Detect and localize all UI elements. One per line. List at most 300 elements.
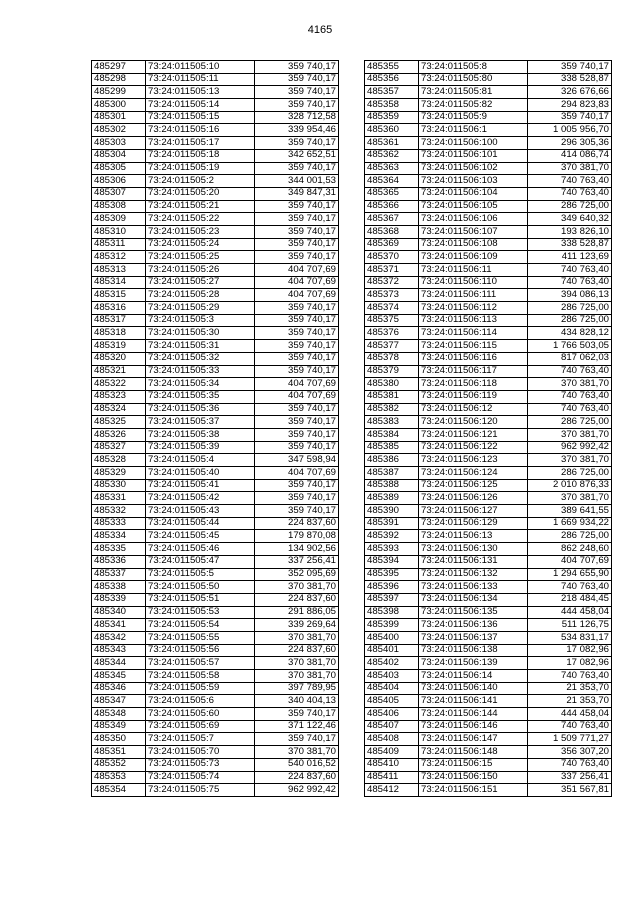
cadastral-value-cell: 337 256,41 (255, 555, 339, 568)
cadastral-value-cell: 370 381,70 (255, 670, 339, 683)
cadastral-number-cell: 73:24:011505:30 (146, 327, 255, 340)
cadastral-number-cell: 73:24:011505:22 (146, 213, 255, 226)
table-row (92, 657, 339, 670)
cadastral-number-cell: 73:24:011505:16 (146, 124, 255, 137)
cadastral-value-cell: 291 886,05 (255, 606, 339, 619)
cadastral-number-cell: 73:24:011505:37 (146, 416, 255, 429)
record-number-cell: 485363 (365, 162, 419, 175)
cadastral-number-cell: 73:24:011506:100 (419, 137, 528, 150)
cadastral-value-cell: 1 766 503,05 (528, 340, 612, 353)
table-row (365, 352, 612, 365)
cadastral-value-cell: 434 828,12 (528, 327, 612, 340)
cadastral-value-cell: 359 740,17 (255, 162, 339, 175)
table-row (365, 365, 612, 378)
cadastral-value-cell: 359 740,17 (255, 505, 339, 518)
cadastral-value-cell: 370 381,70 (528, 428, 612, 441)
record-number-cell: 485372 (365, 276, 419, 289)
cadastral-number-cell: 73:24:011505:17 (146, 137, 255, 150)
table-row (365, 543, 612, 556)
cadastral-number-cell: 73:24:011506:102 (419, 162, 528, 175)
cadastral-value-cell: 1 294 655,90 (528, 568, 612, 581)
cadastral-value-cell: 404 707,69 (255, 378, 339, 391)
cadastral-value-cell: 224 837,60 (255, 771, 339, 784)
cadastral-number-cell: 73:24:011506:140 (419, 682, 528, 695)
table-row (92, 555, 339, 568)
cadastral-value-cell: 371 122,46 (255, 720, 339, 733)
cadastral-number-cell: 73:24:011506:106 (419, 213, 528, 226)
cadastral-value-cell: 404 707,69 (528, 555, 612, 568)
table-row (92, 200, 339, 213)
register-table-right (364, 60, 612, 797)
cadastral-value-cell: 359 740,17 (255, 352, 339, 365)
record-number-cell: 485322 (92, 378, 146, 391)
table-row (92, 314, 339, 327)
record-number-cell: 485411 (365, 771, 419, 784)
record-number-cell: 485351 (92, 746, 146, 759)
record-number-cell: 485391 (365, 517, 419, 530)
table-row (365, 568, 612, 581)
register-table-right-body (365, 61, 612, 797)
cadastral-value-cell: 359 740,17 (255, 302, 339, 315)
table-row (92, 606, 339, 619)
table-row (92, 73, 339, 86)
table-row (365, 340, 612, 353)
cadastral-value-cell: 359 740,17 (255, 441, 339, 454)
table-row (365, 517, 612, 530)
table-row (365, 162, 612, 175)
record-number-cell: 485312 (92, 251, 146, 264)
table-row (92, 225, 339, 238)
record-number-cell: 485397 (365, 593, 419, 606)
table-row (365, 631, 612, 644)
cadastral-value-cell: 359 740,17 (255, 61, 339, 74)
table-row (365, 619, 612, 632)
cadastral-value-cell: 359 740,17 (255, 479, 339, 492)
cadastral-number-cell: 73:24:011506:139 (419, 657, 528, 670)
cadastral-number-cell: 73:24:011505:6 (146, 695, 255, 708)
cadastral-number-cell: 73:24:011505:47 (146, 555, 255, 568)
record-number-cell: 485349 (92, 720, 146, 733)
table-row (92, 403, 339, 416)
register-table-left (91, 60, 339, 797)
cadastral-value-cell: 511 126,75 (528, 619, 612, 632)
record-number-cell: 485314 (92, 276, 146, 289)
cadastral-value-cell: 740 763,40 (528, 581, 612, 594)
record-number-cell: 485348 (92, 708, 146, 721)
table-row (365, 327, 612, 340)
cadastral-number-cell: 73:24:011505:26 (146, 264, 255, 277)
table-row (92, 758, 339, 771)
record-number-cell: 485339 (92, 593, 146, 606)
cadastral-number-cell: 73:24:011506:125 (419, 479, 528, 492)
cadastral-value-cell: 359 740,17 (255, 238, 339, 251)
cadastral-value-cell: 17 082,96 (528, 644, 612, 657)
record-number-cell: 485380 (365, 378, 419, 391)
record-number-cell: 485382 (365, 403, 419, 416)
cadastral-value-cell: 286 725,00 (528, 416, 612, 429)
cadastral-value-cell: 218 484,45 (528, 593, 612, 606)
record-number-cell: 485360 (365, 124, 419, 137)
cadastral-number-cell: 73:24:011505:40 (146, 467, 255, 480)
cadastral-number-cell: 73:24:011506:127 (419, 505, 528, 518)
record-number-cell: 485305 (92, 162, 146, 175)
record-number-cell: 485326 (92, 428, 146, 441)
cadastral-value-cell: 740 763,40 (528, 670, 612, 683)
table-row (92, 505, 339, 518)
table-row (92, 162, 339, 175)
table-row (365, 682, 612, 695)
cadastral-value-cell: 394 086,13 (528, 289, 612, 302)
table-row (365, 251, 612, 264)
cadastral-value-cell: 224 837,60 (255, 517, 339, 530)
table-row (365, 124, 612, 137)
cadastral-value-cell: 740 763,40 (528, 264, 612, 277)
table-row (92, 340, 339, 353)
cadastral-number-cell: 73:24:011506:121 (419, 428, 528, 441)
table-row (365, 771, 612, 784)
cadastral-value-cell: 347 598,94 (255, 454, 339, 467)
cadastral-number-cell: 73:24:011506:135 (419, 606, 528, 619)
cadastral-value-cell: 404 707,69 (255, 264, 339, 277)
table-row (365, 73, 612, 86)
record-number-cell: 485329 (92, 467, 146, 480)
table-row (365, 314, 612, 327)
cadastral-value-cell: 356 307,20 (528, 746, 612, 759)
table-row (92, 467, 339, 480)
table-row (92, 682, 339, 695)
record-number-cell: 485302 (92, 124, 146, 137)
record-number-cell: 485309 (92, 213, 146, 226)
cadastral-value-cell: 296 305,36 (528, 137, 612, 150)
cadastral-number-cell: 73:24:011505:2 (146, 175, 255, 188)
table-row (365, 238, 612, 251)
record-number-cell: 485331 (92, 492, 146, 505)
cadastral-value-cell: 286 725,00 (528, 200, 612, 213)
cadastral-value-cell: 286 725,00 (528, 467, 612, 480)
cadastral-value-cell: 224 837,60 (255, 593, 339, 606)
cadastral-value-cell: 540 016,52 (255, 758, 339, 771)
table-row (365, 670, 612, 683)
cadastral-number-cell: 73:24:011505:33 (146, 365, 255, 378)
record-number-cell: 485345 (92, 670, 146, 683)
record-number-cell: 485383 (365, 416, 419, 429)
cadastral-number-cell: 73:24:011505:20 (146, 187, 255, 200)
cadastral-value-cell: 411 123,69 (528, 251, 612, 264)
record-number-cell: 485342 (92, 631, 146, 644)
cadastral-value-cell: 340 404,13 (255, 695, 339, 708)
cadastral-number-cell: 73:24:011505:81 (419, 86, 528, 99)
record-number-cell: 485375 (365, 314, 419, 327)
cadastral-value-cell: 370 381,70 (528, 454, 612, 467)
table-row (365, 302, 612, 315)
cadastral-value-cell: 389 641,55 (528, 505, 612, 518)
cadastral-value-cell: 2 010 876,33 (528, 479, 612, 492)
table-row (92, 352, 339, 365)
cadastral-number-cell: 73:24:011505:34 (146, 378, 255, 391)
cadastral-number-cell: 73:24:011506:112 (419, 302, 528, 315)
cadastral-number-cell: 73:24:011506:105 (419, 200, 528, 213)
cadastral-number-cell: 73:24:011505:46 (146, 543, 255, 556)
table-row (365, 467, 612, 480)
cadastral-number-cell: 73:24:011505:57 (146, 657, 255, 670)
cadastral-value-cell: 179 870,08 (255, 530, 339, 543)
table-row (365, 175, 612, 188)
register-table-left-body (92, 61, 339, 797)
cadastral-number-cell: 73:24:011506:101 (419, 149, 528, 162)
table-row (365, 61, 612, 74)
record-number-cell: 485319 (92, 340, 146, 353)
table-row (92, 61, 339, 74)
cadastral-number-cell: 73:24:011506:123 (419, 454, 528, 467)
record-number-cell: 485371 (365, 264, 419, 277)
record-number-cell: 485362 (365, 149, 419, 162)
table-row (92, 365, 339, 378)
record-number-cell: 485336 (92, 555, 146, 568)
table-row (365, 784, 612, 797)
cadastral-value-cell: 352 095,69 (255, 568, 339, 581)
cadastral-value-cell: 338 528,87 (528, 73, 612, 86)
cadastral-value-cell: 286 725,00 (528, 530, 612, 543)
record-number-cell: 485370 (365, 251, 419, 264)
table-row (365, 733, 612, 746)
table-row (365, 746, 612, 759)
cadastral-number-cell: 73:24:011506:147 (419, 733, 528, 746)
record-number-cell: 485395 (365, 568, 419, 581)
table-row (365, 187, 612, 200)
cadastral-number-cell: 73:24:011505:45 (146, 530, 255, 543)
record-number-cell: 485385 (365, 441, 419, 454)
cadastral-value-cell: 370 381,70 (255, 746, 339, 759)
cadastral-number-cell: 73:24:011505:41 (146, 479, 255, 492)
cadastral-number-cell: 73:24:011505:25 (146, 251, 255, 264)
cadastral-value-cell: 359 740,17 (255, 225, 339, 238)
cadastral-number-cell: 73:24:011506:117 (419, 365, 528, 378)
record-number-cell: 485400 (365, 631, 419, 644)
cadastral-value-cell: 370 381,70 (528, 492, 612, 505)
table-row (365, 492, 612, 505)
record-number-cell: 485373 (365, 289, 419, 302)
table-row (92, 593, 339, 606)
cadastral-number-cell: 73:24:011506:130 (419, 543, 528, 556)
record-number-cell: 485343 (92, 644, 146, 657)
record-number-cell: 485399 (365, 619, 419, 632)
table-row (92, 302, 339, 315)
cadastral-number-cell: 73:24:011505:29 (146, 302, 255, 315)
table-row (92, 619, 339, 632)
table-row (365, 708, 612, 721)
cadastral-number-cell: 73:24:011505:69 (146, 720, 255, 733)
cadastral-value-cell: 862 248,60 (528, 543, 612, 556)
record-number-cell: 485308 (92, 200, 146, 213)
cadastral-value-cell: 359 740,17 (255, 416, 339, 429)
cadastral-number-cell: 73:24:011505:27 (146, 276, 255, 289)
record-number-cell: 485307 (92, 187, 146, 200)
cadastral-number-cell: 73:24:011505:32 (146, 352, 255, 365)
cadastral-number-cell: 73:24:011506:126 (419, 492, 528, 505)
table-row (92, 416, 339, 429)
cadastral-number-cell: 73:24:011506:108 (419, 238, 528, 251)
record-number-cell: 485354 (92, 784, 146, 797)
cadastral-value-cell: 370 381,70 (255, 631, 339, 644)
cadastral-value-cell: 349 847,31 (255, 187, 339, 200)
cadastral-number-cell: 73:24:011505:60 (146, 708, 255, 721)
table-row (365, 264, 612, 277)
table-row (92, 530, 339, 543)
cadastral-number-cell: 73:24:011505:42 (146, 492, 255, 505)
table-row (365, 428, 612, 441)
table-row (365, 403, 612, 416)
record-number-cell: 485390 (365, 505, 419, 518)
cadastral-number-cell: 73:24:011505:5 (146, 568, 255, 581)
cadastral-number-cell: 73:24:011505:24 (146, 238, 255, 251)
record-number-cell: 485303 (92, 137, 146, 150)
cadastral-value-cell: 817 062,03 (528, 352, 612, 365)
table-row (92, 251, 339, 264)
record-number-cell: 485352 (92, 758, 146, 771)
cadastral-value-cell: 740 763,40 (528, 187, 612, 200)
record-number-cell: 485306 (92, 175, 146, 188)
table-row (365, 99, 612, 112)
record-number-cell: 485344 (92, 657, 146, 670)
record-number-cell: 485365 (365, 187, 419, 200)
record-number-cell: 485313 (92, 264, 146, 277)
record-number-cell: 485361 (365, 137, 419, 150)
cadastral-value-cell: 1 509 771,27 (528, 733, 612, 746)
record-number-cell: 485386 (365, 454, 419, 467)
record-number-cell: 485356 (365, 73, 419, 86)
cadastral-number-cell: 73:24:011506:148 (419, 746, 528, 759)
cadastral-number-cell: 73:24:011505:35 (146, 390, 255, 403)
record-number-cell: 485374 (365, 302, 419, 315)
cadastral-number-cell: 73:24:011505:15 (146, 111, 255, 124)
cadastral-value-cell: 534 831,17 (528, 631, 612, 644)
cadastral-value-cell: 359 740,17 (255, 137, 339, 150)
cadastral-value-cell: 740 763,40 (528, 390, 612, 403)
record-number-cell: 485315 (92, 289, 146, 302)
cadastral-number-cell: 73:24:011505:36 (146, 403, 255, 416)
table-row (365, 416, 612, 429)
cadastral-value-cell: 404 707,69 (255, 276, 339, 289)
table-row (365, 644, 612, 657)
table-row (92, 784, 339, 797)
cadastral-number-cell: 73:24:011506:107 (419, 225, 528, 238)
record-number-cell: 485311 (92, 238, 146, 251)
table-row (92, 771, 339, 784)
cadastral-number-cell: 73:24:011506:12 (419, 403, 528, 416)
cadastral-value-cell: 414 086,74 (528, 149, 612, 162)
table-row (365, 758, 612, 771)
cadastral-number-cell: 73:24:011505:75 (146, 784, 255, 797)
table-row (365, 86, 612, 99)
record-number-cell: 485393 (365, 543, 419, 556)
cadastral-value-cell: 359 740,17 (255, 365, 339, 378)
cadastral-value-cell: 286 725,00 (528, 302, 612, 315)
record-number-cell: 485337 (92, 568, 146, 581)
cadastral-number-cell: 73:24:011506:131 (419, 555, 528, 568)
record-number-cell: 485369 (365, 238, 419, 251)
record-number-cell: 485357 (365, 86, 419, 99)
cadastral-value-cell: 404 707,69 (255, 467, 339, 480)
table-row (365, 111, 612, 124)
cadastral-value-cell: 339 269,64 (255, 619, 339, 632)
table-row (365, 200, 612, 213)
record-number-cell: 485334 (92, 530, 146, 543)
cadastral-number-cell: 73:24:011506:104 (419, 187, 528, 200)
table-row (92, 327, 339, 340)
cadastral-value-cell: 359 740,17 (255, 492, 339, 505)
cadastral-value-cell: 326 676,66 (528, 86, 612, 99)
record-number-cell: 485367 (365, 213, 419, 226)
cadastral-number-cell: 73:24:011505:80 (419, 73, 528, 86)
cadastral-number-cell: 73:24:011505:14 (146, 99, 255, 112)
cadastral-number-cell: 73:24:011505:13 (146, 86, 255, 99)
table-row (92, 378, 339, 391)
cadastral-number-cell: 73:24:011506:118 (419, 378, 528, 391)
cadastral-value-cell: 359 740,17 (528, 111, 612, 124)
cadastral-number-cell: 73:24:011505:38 (146, 428, 255, 441)
cadastral-value-cell: 370 381,70 (528, 378, 612, 391)
table-row (365, 581, 612, 594)
record-number-cell: 485403 (365, 670, 419, 683)
record-number-cell: 485355 (365, 61, 419, 74)
cadastral-number-cell: 73:24:011505:55 (146, 631, 255, 644)
table-row (365, 213, 612, 226)
cadastral-value-cell: 17 082,96 (528, 657, 612, 670)
cadastral-number-cell: 73:24:011505:74 (146, 771, 255, 784)
table-row (92, 175, 339, 188)
cadastral-number-cell: 73:24:011505:54 (146, 619, 255, 632)
table-row (92, 276, 339, 289)
record-number-cell: 485396 (365, 581, 419, 594)
table-row (92, 187, 339, 200)
table-row (92, 670, 339, 683)
record-number-cell: 485299 (92, 86, 146, 99)
cadastral-value-cell: 962 992,42 (528, 441, 612, 454)
cadastral-value-cell: 444 458,04 (528, 708, 612, 721)
cadastral-number-cell: 73:24:011505:10 (146, 61, 255, 74)
record-number-cell: 485407 (365, 720, 419, 733)
cadastral-value-cell: 224 837,60 (255, 644, 339, 657)
cadastral-value-cell: 397 789,95 (255, 682, 339, 695)
cadastral-value-cell: 359 740,17 (255, 327, 339, 340)
cadastral-value-cell: 344 001,53 (255, 175, 339, 188)
cadastral-number-cell: 73:24:011506:137 (419, 631, 528, 644)
cadastral-number-cell: 73:24:011506:136 (419, 619, 528, 632)
cadastral-number-cell: 73:24:011506:146 (419, 720, 528, 733)
table-row (92, 149, 339, 162)
cadastral-value-cell: 404 707,69 (255, 390, 339, 403)
cadastral-value-cell: 740 763,40 (528, 276, 612, 289)
cadastral-value-cell: 337 256,41 (528, 771, 612, 784)
record-number-cell: 485381 (365, 390, 419, 403)
cadastral-number-cell: 73:24:011505:31 (146, 340, 255, 353)
table-row (365, 289, 612, 302)
cadastral-value-cell: 370 381,70 (255, 581, 339, 594)
table-row (92, 238, 339, 251)
table-row (365, 225, 612, 238)
cadastral-number-cell: 73:24:011506:151 (419, 784, 528, 797)
cadastral-value-cell: 359 740,17 (255, 733, 339, 746)
cadastral-value-cell: 328 712,58 (255, 111, 339, 124)
table-row (92, 390, 339, 403)
table-row (92, 708, 339, 721)
table-row (92, 124, 339, 137)
table-row (92, 213, 339, 226)
record-number-cell: 485350 (92, 733, 146, 746)
cadastral-value-cell: 21 353,70 (528, 682, 612, 695)
cadastral-number-cell: 73:24:011506:144 (419, 708, 528, 721)
cadastral-value-cell: 359 740,17 (255, 86, 339, 99)
